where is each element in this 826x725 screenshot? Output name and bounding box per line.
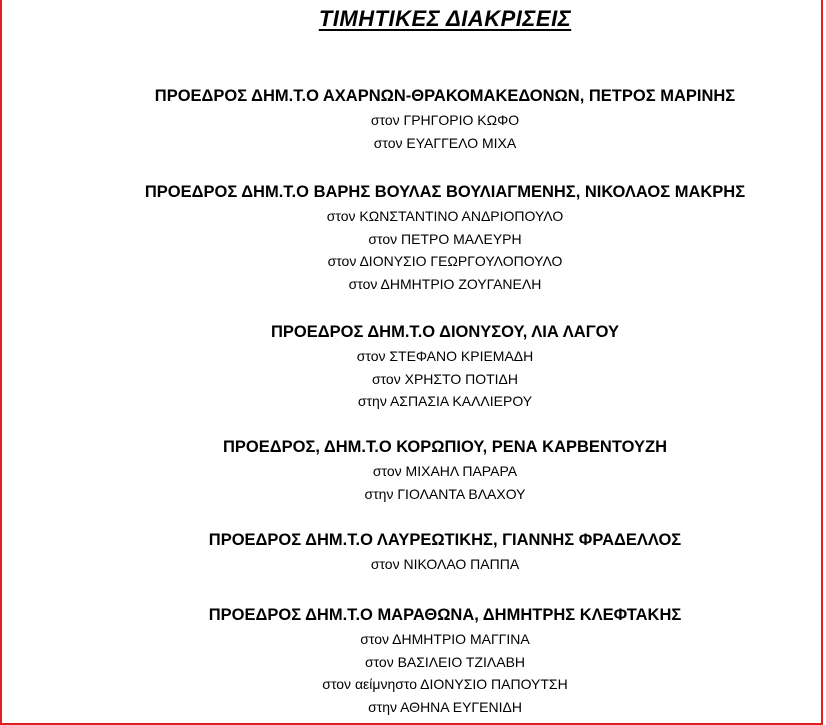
section-heading: ΠΡΟΕΔΡΟΣ ΔΗΜ.Τ.Ο ΜΑΡΑΘΩΝΑ, ΔΗΜΗΤΡΗΣ ΚΛΕΦΤΑΚΗΣ — [208, 606, 682, 624]
recipient-line: στον ΔΗΜΗΤΡΙΟ ΖΟΥΓΑΝΕΛΗ — [348, 276, 542, 293]
recipient-line: στον ΚΩΝΣΤΑΝΤΙΝΟ ΑΝΔΡΙΟΠΟΥΛΟ — [326, 208, 564, 224]
document-title: ΤΙΜΗΤΙΚΕΣ ΔΙΑΚΡΙΣΕΙΣ — [318, 6, 572, 31]
section-heading: ΠΡΟΕΔΡΟΣ ΔΗΜ.Τ.Ο ΛΑΥΡΕΩΤΙΚΗΣ, ΓΙΑΝΝΗΣ ΦΡΑΔΕΛΛΟΣ — [208, 531, 682, 549]
section-heading: ΠΡΟΕΔΡΟΣ, ΔΗΜ.Τ.Ο ΚΟΡΩΠΙΟΥ, ΡΕΝΑ ΚΑΡΒΕΝΤΟΥΖΗ — [222, 438, 667, 456]
award-section — [0, 602, 826, 719]
recipient-line: στον ΠΕΤΡΟ ΜΑΛΕΥΡΗ — [368, 230, 522, 247]
recipient-line: στον ΔΗΜΗΤΡΙΟ ΜΑΓΓΙΝΑ — [360, 631, 530, 647]
section-heading: ΠΡΟΕΔΡΟΣ ΔΗΜ.Τ.Ο ΑΧΑΡΝΩΝ-ΘΡΑΚΟΜΑΚΕΔΟΝΩΝ, ΠΕΤΡΟΣ ΜΑΡΙΝΗΣ — [154, 87, 736, 105]
recipient-line: στον ΜΙΧΑΗΛ ΠΑΡΑΡΑ — [372, 463, 518, 479]
recipient-line: στον αείμνηστο ΔΙΟΝΥΣΙΟ ΠΑΠΟΥΤΣΗ — [322, 676, 568, 693]
recipient-line: στον ΕΥΑΓΓΕΛΟ ΜΙΧΑ — [373, 134, 517, 151]
award-section — [0, 319, 826, 413]
award-section — [0, 83, 826, 154]
recipient-line: στην ΓΙΟΛΑΝΤΑ ΒΛΑΧΟΥ — [364, 485, 526, 502]
recipient-line: στην ΑΘΗΝΑ ΕΥΓΕΝΙΔΗ — [368, 699, 522, 716]
section-heading: ΠΡΟΕΔΡΟΣ ΔΗΜ.Τ.Ο ΒΑΡΗΣ ΒΟΥΛΑΣ ΒΟΥΛΙΑΓΜΕΝΗΣ, ΝΙΚΟΛΑΟΣ ΜΑΚΡΗΣ — [144, 183, 746, 201]
recipient-line: στην ΑΣΠΑΣΙΑ ΚΑΛΛΙΕΡΟΥ — [357, 393, 533, 410]
award-section — [0, 527, 826, 576]
recipient-line: στον ΣΤΕΦΑΝΟ ΚΡΙΕΜΑΔΗ — [356, 348, 534, 364]
award-section — [0, 434, 826, 505]
recipient-line: στον ΧΡΗΣΤΟ ΠΟΤΙΔΗ — [371, 370, 519, 387]
recipient-line: στον ΓΡΗΓΟΡΙΟ ΚΩΦΟ — [370, 112, 520, 128]
recipient-line: στον ΔΙΟΝΥΣΙΟ ΓΕΩΡΓΟΥΛΟΠΟΥΛΟ — [327, 253, 563, 270]
recipient-line: στον ΒΑΣΙΛΕΙΟ ΤΖΙΛΑΒΗ — [364, 653, 526, 670]
section-heading: ΠΡΟΕΔΡΟΣ ΔΗΜ.Τ.Ο ΔΙΟΝΥΣΟΥ, ΛΙΑ ΛΑΓΟΥ — [270, 323, 619, 341]
recipient-line: στον ΝΙΚΟΛΑΟ ΠΑΠΠΑ — [370, 556, 520, 572]
award-section — [0, 179, 826, 296]
